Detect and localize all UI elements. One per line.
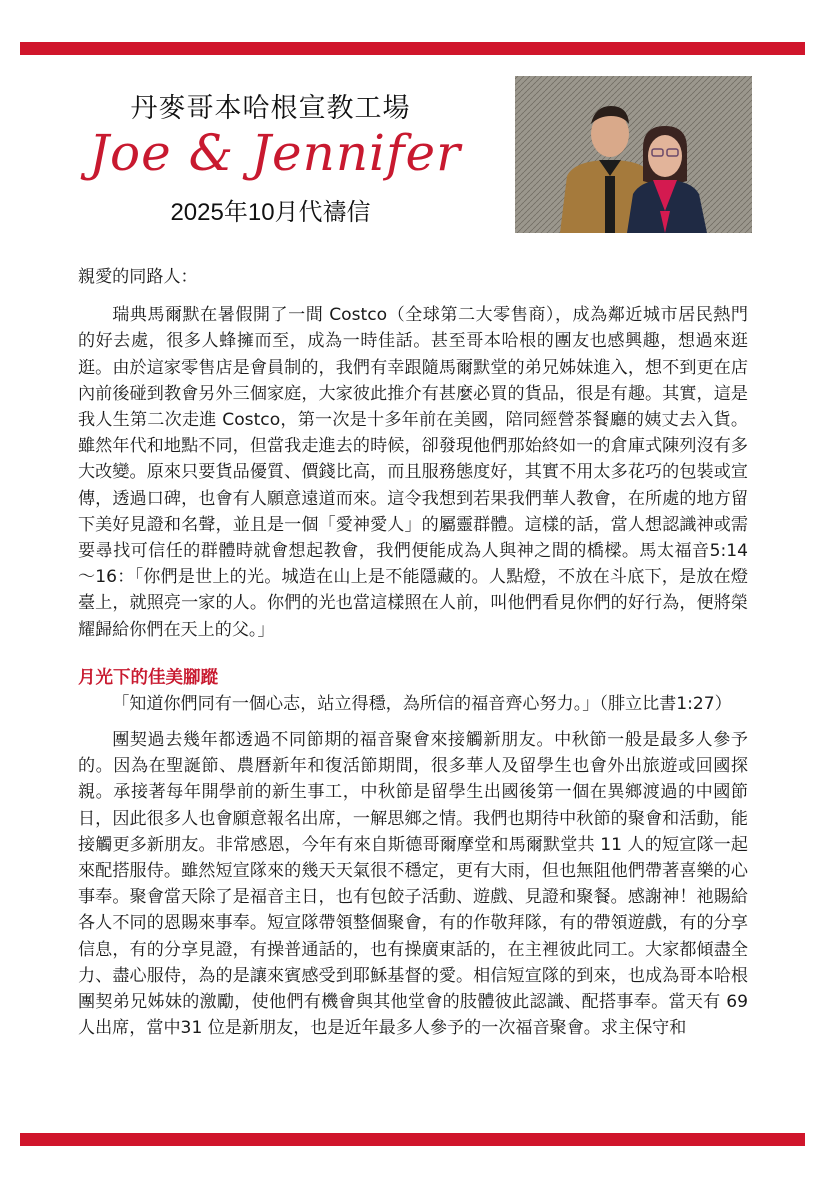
bottom-accent-bar	[20, 1133, 805, 1146]
header-date: 2025年10月代禱信	[170, 199, 371, 226]
paragraph-mid-autumn: 團契過去幾年都透過不同節期的福音聚會來接觸新朋友。中秋節一般是最多人參予的。因為在聖誕節、農曆新年和復活節期間，很多華人及留學生也會外出旅遊或回國探親。承接著每年開學前的新生事工，中秋節是留學生出國後第一個在異鄉渡過的中國節日，因此很多人也會願意報名出席，一解思鄉之情。我們也期待中秋節的聚會和活動，能接觸更多新朋友。非常感恩，今年有來自斯德哥爾摩堂和馬爾默堂共 11 人的短宣隊一起來配搭服侍。雖然短宣隊來的幾天天氣很不穩定，更有大雨，但也無阻他們帶著喜樂的心事奉。聚會當天除了是福音主日，也有包餃子活動、遊戲、見證和聚餐。感謝神！祂賜給各人不同的恩賜來事奉。短宣隊帶領整個聚會，有的作敬拜隊，有的帶領遊戲，有的分享信息，有的分享見證，有操普通話的，也有操廣東話的，在主裡彼此同工。大家都傾盡全力、盡心服侍，為的是讓來賓感受到耶穌基督的愛。相信短宣隊的到來，也成為哥本哈根團契弟兄姊妹的激勵，使他們有機會與其他堂會的肢體彼此認識、配搭事奉。當天有 69 人出席，當中31 位是新朋友，也是近年最多人參予的一次福音聚會。求主保守和	[78, 730, 748, 1039]
photo-icon	[515, 76, 752, 233]
section-title: 月光下的佳美腳蹤	[78, 667, 218, 688]
header-title: 丹麥哥本哈根宣教工場	[130, 93, 411, 124]
couple-photo	[515, 76, 752, 233]
header-names: Joe & Jennifer	[88, 124, 462, 182]
scripture-quote: 「知道你們同有一個心志，站立得穩，為所信的福音齊心努力。」（腓立比書1:27）	[112, 693, 732, 714]
greeting: 親愛的同路人：	[78, 267, 198, 287]
top-accent-bar	[20, 42, 805, 55]
paragraph-costco: 瑞典馬爾默在暑假開了一間 Costco（全球第二大零售商），成為鄰近城市居民熱門的好去處，很多人蜂擁而至，成為一時佳話。甚至哥本哈根的團友也感興趣，想過來逛逛。由於這家零售店是會員制的，我們有幸跟隨馬爾默堂的弟兄姊妹進入，想不到更在店內前後碰到教會另外三個家庭，大家彼此推介有甚麼必買的貨品，很是有趣。其實，這是我人生第二次走進 Costco，第一次是十多年前在美國，陪同經營茶餐廳的姨丈去入貨。雖然年代和地點不同，但當我走進去的時候，卻發現他們那始終如一的倉庫式陳列沒有多大改變。原來只要貨品優質、價錢比高，而且服務態度好，其實不用太多花巧的包裝或宣傳，透過口碑，也會有人願意遠道而來。這令我想到若果我們華人教會，在所處的地方留下美好見證和名聲，並且是一個「愛神愛人」的屬靈群體。這樣的話，當人想認識神或需要尋找可信任的群體時就會想起教會，我們便能成為人與神之間的橋樑。馬太福音5:14～16：「你們是世上的光。城造在山上是不能隱藏的。人點燈，不放在斗底下，是放在燈臺上，就照亮一家的人。你們的光也當這樣照在人前，叫他們看見你們的好行為，便將榮耀歸給你們在天上的父。」	[78, 305, 748, 640]
letter-body	[78, 264, 748, 1041]
